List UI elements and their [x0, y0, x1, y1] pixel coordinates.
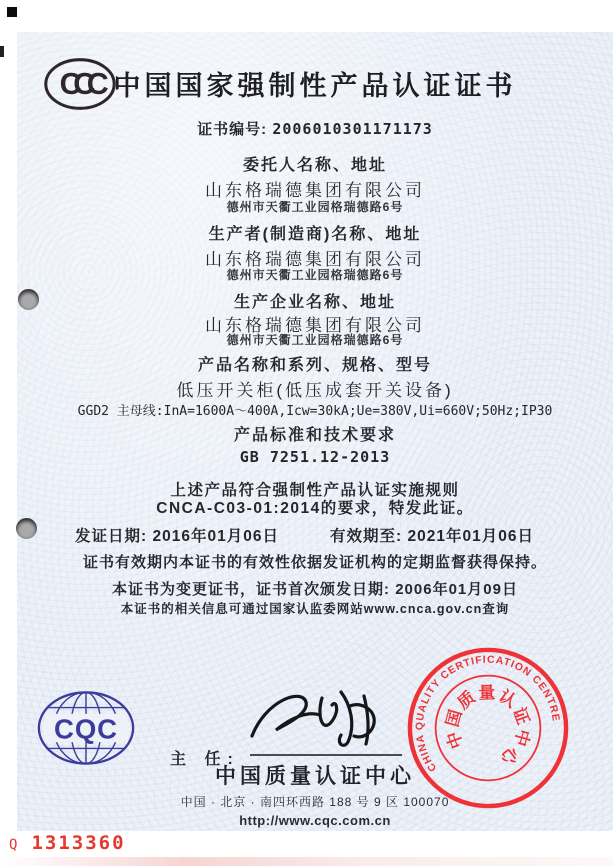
svg-text:CCC: CCC	[59, 66, 101, 101]
binder-hole-bottom	[16, 518, 37, 539]
serial-prefix: Q	[9, 837, 18, 853]
seal-char: 中	[510, 726, 534, 749]
standard-label: 产品标准和技术要求	[233, 427, 396, 444]
compliance-statement-line1: 上述产品符合强制性产品认证实施规则	[170, 482, 460, 499]
director-label: 主 任:	[170, 751, 240, 768]
seal-char: 量	[478, 683, 496, 703]
director-signature	[246, 684, 406, 752]
organization-address: 中国 · 北京 · 南四环西路 188 号 9 区 100070	[180, 795, 450, 809]
seal-char: 认	[495, 686, 520, 712]
cqc-logo-icon	[31, 688, 141, 768]
validity-note: 证书有效期内本证书的有效性依据发证机构的定期监督获得保持。	[82, 554, 547, 571]
serial-number: 1313360	[31, 832, 126, 854]
factory-label: 生产企业名称、地址	[233, 294, 396, 311]
manufacturer-address: 德州市天衢工业园格瑞德路6号	[226, 268, 404, 282]
cqc-logo-text: CQC	[54, 713, 118, 745]
issue-date-label: 发证日期:	[75, 528, 148, 545]
scan-edge-mark	[0, 46, 4, 57]
issue-date-value: 2016年01月06日	[152, 528, 279, 545]
seal-char: 国	[442, 707, 466, 730]
seal-char: 心	[497, 743, 523, 769]
manufacturer-label: 生产者(制造商)名称、地址	[208, 226, 422, 243]
issuing-organization: 中国质量认证中心	[215, 765, 415, 788]
applicant-address: 德州市天衢工业园格瑞德路6号	[226, 200, 404, 214]
product-label: 产品名称和系列、规格、型号	[197, 357, 432, 374]
info-note: 本证书的相关信息可通过国家认监委网站www.cnca.gov.cn查询	[120, 602, 510, 616]
issue-date	[75, 524, 279, 546]
scan-bottom-artifact	[0, 857, 613, 866]
certificate-number-line	[17, 118, 613, 139]
organization-website: http://www.cqc.com.cn	[239, 813, 391, 828]
factory-name: 山东格瑞德集团有限公司	[205, 316, 425, 335]
valid-until-date	[330, 524, 534, 546]
certificate-number-value: 2006010301171173	[272, 120, 433, 138]
applicant-label: 委托人名称、地址	[242, 157, 387, 174]
certificate-serial	[9, 832, 126, 854]
certificate-title: 中国国家强制性产品认证证书	[113, 71, 517, 101]
standard-value: GB 7251.12-2013	[239, 448, 391, 466]
product-name: 低压开关柜(低压成套开关设备)	[176, 381, 454, 400]
seal-char: 质	[453, 687, 479, 713]
change-note: 本证书为变更证书，证书首次颁发日期: 2006年01月09日	[112, 581, 518, 598]
seal-char: 证	[509, 704, 533, 728]
scan-corner-mark	[7, 7, 17, 17]
factory-address: 德州市天衢工业园格瑞德路6号	[226, 333, 404, 347]
valid-until-value: 2021年01月06日	[407, 528, 534, 545]
valid-until-label: 有效期至:	[330, 528, 403, 545]
seal-english-text: CHINA QUALITY CERTIFICATION CENTRE	[414, 654, 561, 774]
manufacturer-name: 山东格瑞德集团有限公司	[205, 250, 425, 269]
seal-char: 中	[443, 728, 467, 752]
compliance-statement-line2: CNCA-C03-01:2014的要求，特发此证。	[156, 500, 474, 517]
applicant-name: 山东格瑞德集团有限公司	[205, 181, 425, 200]
signature-line	[250, 754, 402, 756]
certificate-number-label: 证书编号:	[197, 121, 268, 138]
product-spec: GGD2 主母线:InA=1600A～400A,Icw=30kA;Ue=380V,Ui=660V;50Hz;IP30	[77, 404, 553, 419]
